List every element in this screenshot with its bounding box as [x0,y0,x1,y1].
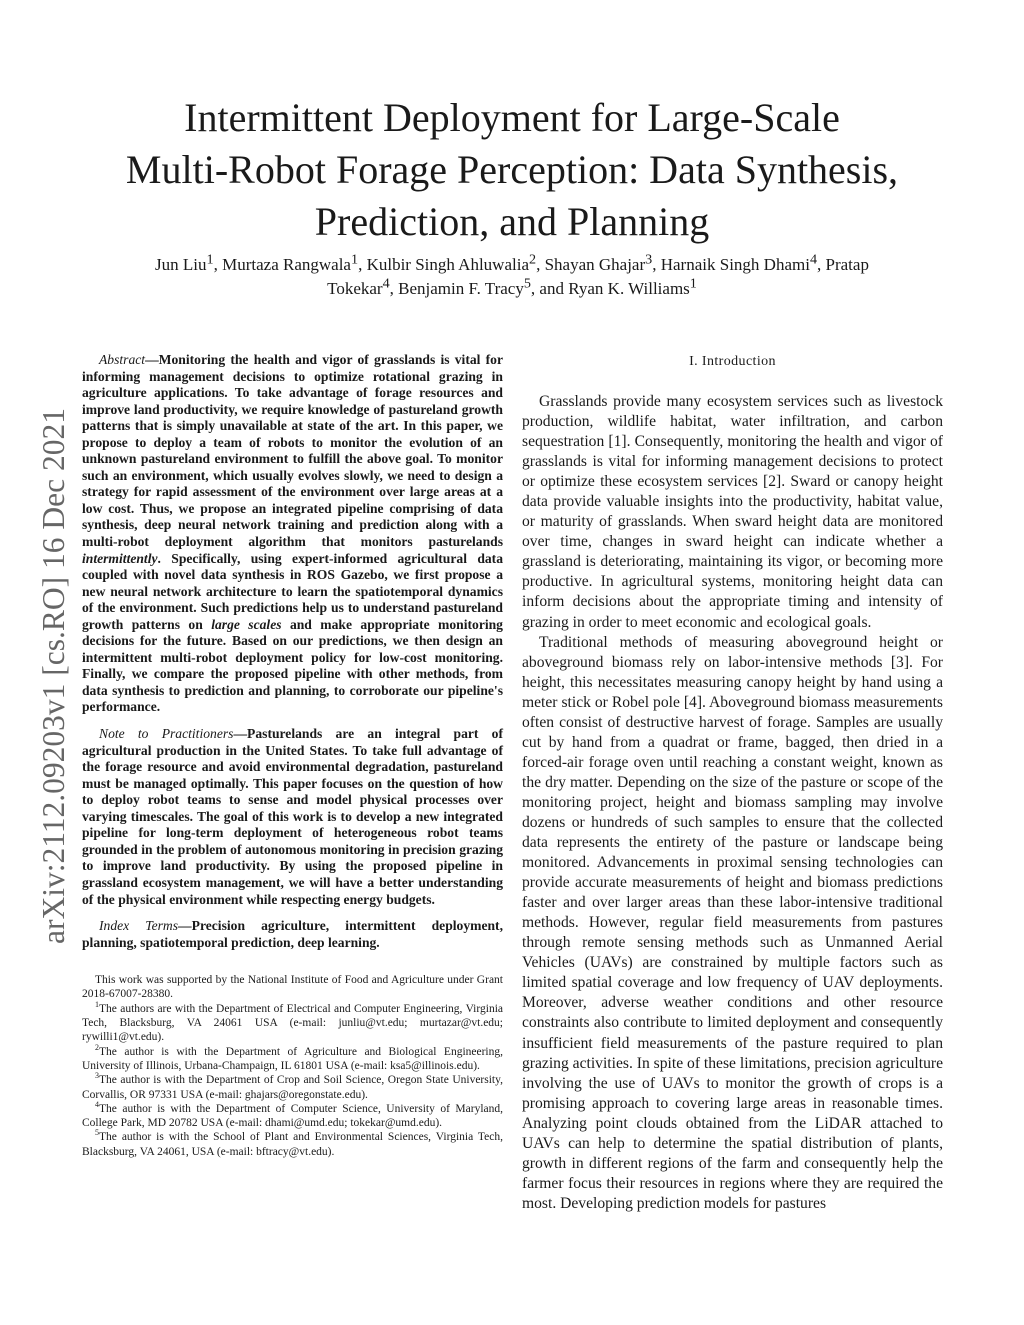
index-terms-label: Index Terms [99,918,179,934]
author-name: Murtaza Rangwala [222,255,351,274]
author-name: Tokekar [327,279,383,298]
author-name: Harnaik Singh Dhami [660,255,810,274]
section-heading: I. Introduction [689,354,776,369]
author-name: Shayan Ghajar [544,255,646,274]
affiliation-mark: 5 [523,275,531,292]
abstract-label: Abstract [99,352,146,367]
abstract-text: and make appropriate monitoring decisions for the future. Based on our predictions, we then design an intermittent multi-robot deployment policy for low-cost monitoring. Finally, we compare the proposed pipeline with other methods, from data synthesis to prediction and planning, to corroborate our pipeline's performance. [82,616,503,715]
footnotes [82,973,503,1159]
affiliation-mark: 1 [350,251,359,268]
affiliation-mark: 4 [809,251,818,268]
footnote [82,1099,503,1131]
footnote [82,1073,503,1102]
note-label: Note to Practitioners [99,726,234,742]
footnote [82,973,503,1002]
paper-title [90,92,934,248]
author-name: Benjamin F. Tracy [398,279,524,298]
footnote-text: The author is with the Department of Agriculture and Biological Engineering, University of Illinois, Urbana-Champaign, IL 61801 USA (e-mail: ksa5@illinois.edu). [82,1045,503,1072]
footnote [82,999,503,1045]
abstract-emphasis: large scales [211,616,282,632]
abstract-emphasis: intermittently [82,550,158,566]
footnote-text: This work was supported by the National Institute of Food and Agriculture under Grant 2018-67007-28380. [82,974,503,1001]
author-line-2: Tokekar$^4$, Benjamin F. Tracy$^5$, and Ryan K. Williams$^1$ [327,275,697,298]
body-paragraph: Grasslands provide many ecosystem services such as livestock production, wildlife habitat, water infiltration, and carbon sequestration [1]. Consequently, monitoring the health and vigor of grasslands is vital for informing management decisions to protect or optimize these ecosystem services [2]. Sward or canopy height data provide valuable insights into the productivity, habitat value, or maturity of grasslands. When sward height data are monitored over time, changes in sward height can indicate whether a grassland is deteriorating, maintaining its vigor, or becoming more productive. In agricultural systems, monitoring height data can inform decisions about the appropriate timing and intensity of grazing in order to meet economic and ecological goals. [522,393,943,631]
footnote-mark: 4 [95,1099,99,1109]
body-paragraph: Traditional methods of measuring aboveground height or aboveground biomass rely on labor-intensive methods [3]. For height, this necessitates measuring canopy height by hand using a meter stick or Robel pole [4]. Aboveground biomass measurements often consist of destructive harvest of forage. Samples are usually cut by hand from a quadrat or frame, bagged, then dried in a forced-air forage oven until reaching a constant weight, known as the dry matter. Depending on the size of the pasture or scope of the monitoring project, height and biomass sampling may involve dozens or hundreds of such samples to ensure that the collected data represents the entirety of the pasture or landscape being monitored. Advancements in proximal sensing technologies can provide accurate measurements of height and biomass predictions faster and over larger areas than these labor-intensive traditional methods. However, regular field measurements from pastures through remote sensing methods such as Unmanned Aerial Vehicles (UAVs) are constrained by multiple factors such as limited spatial coverage and low frequency of UAV deployments. Moreover, adverse weather conditions and other resource constraints also contribute to limited deployment and consequently insufficient field measurements of the pasture required to plan grazing activities. In spite of these limitations, precision agriculture involving the use of UAVs to monitor the growth of crops is a promising approach to covering large areas in reasonable times. Analyzing point clouds obtained from the LiDAR attached to UAVs can help to determine the spatial distribution of plants, growth in different regions of the farm and consequently help the farmer focus their resources in regions where they are required the most. Developing prediction models for pastures [522,633,943,1212]
footnote-text: The author is with the School of Plant and Environmental Sciences, Virginia Tech, Blacksburg, VA 24061, USA (e-mail: bftracy@vt.edu). [82,1131,503,1158]
note-to-practitioners [82,726,503,908]
author-list [96,253,928,301]
index-terms-text: Precision agriculture, intermittent deployment, planning, spatiotemporal prediction, deep learning. [82,918,503,950]
title-line: Prediction, and Planning [314,199,710,244]
index-terms [82,918,503,951]
footnote [82,1042,503,1074]
title-line: Intermittent Deployment for Large-Scale [184,95,840,140]
author-name: Pratap [825,255,869,274]
index-terms-separator: — [178,918,192,934]
affiliation-mark: 4 [382,275,390,292]
affiliation-mark: 1 [206,251,214,268]
affiliation-mark: 1 [689,275,697,292]
footnote-mark: 5 [95,1128,99,1138]
footnote-mark: 1 [95,999,99,1009]
author-line-1: Jun Liu$^1$, Murtaza Rangwala$^1$, Kulbir Singh Ahluwalia$^2$, Shayan Ghajar$^3$, Harnaik Singh Dhami$^4$, Pratap [155,251,869,274]
footnote-text: The authors are with the Department of Electrical and Computer Engineering, Virginia Tech, Blacksburg, VA 24061 USA (e-mail: junliu@vt.edu; murtazar@vt.edu; rywilli1@vt.edu). [82,1002,503,1044]
abstract-separator: — [145,352,159,367]
footnote [82,1130,503,1159]
abstract-text: . Specifically, using expert-informed agricultural data coupled with novel data synthesis in ROS Gazebo, we first propose a new neural network architecture to learn the spatiotemporal dynamics of the environment. Such predictions help us to understand pastureland growth patterns on [82,550,503,632]
footnote-text: The author is with the Department of Crop and Soil Science, Oregon State University, Corvallis, OR 97331 USA (e-mail: ghajars@oregonstate.edu). [82,1074,503,1101]
note-text: Pasturelands are an integral part of agricultural production in the United States. To take full advantage of the forage resource and avoid environmental degradation, pastureland must be managed optimally. This paper focuses on the question of how to deploy robot teams to sense and model physical processes over varying timescales. The goal of this work is to develop a new integrated pipeline for long-term deployment of heterogeneous robot teams grounded in the problem of autonomous monitoring in precision grazing to improve land productivity. By using the proposed pipeline in grassland ecosystem management, we will have a better understanding of the physical environment while respecting energy budgets. [82,726,503,907]
footnote-mark: 3 [95,1071,99,1081]
title-line: Multi-Robot Forage Perception: Data Synthesis, [125,147,899,192]
author-name: Kulbir Singh Ahluwalia [366,255,530,274]
affiliation-mark: 2 [529,251,537,268]
footnote-text: The author is with the Department of Computer Science, University of Maryland, College Park, MD 20782 USA (e-mail: dhami@umd.edu; tokekar@umd.edu). [82,1102,503,1130]
arxiv-identifier: arXiv:2112.09203v1 [cs.RO] 16 Dec 2021 [36,408,71,944]
author-name: Jun Liu [155,255,207,274]
affiliation-mark: 3 [645,251,653,268]
footnote-mark: 2 [95,1042,99,1052]
author-name: and Ryan K. Williams [539,279,690,298]
abstract [82,352,503,716]
left-column [82,352,503,1159]
right-column [522,352,943,1214]
abstract-text: Monitoring the health and vigor of grasslands is vital for informing management decisions to optimize rotational grazing in agriculture applications. To take advantage of forage resources and improve land productivity, we require knowledge of pastureland growth patterns that is simply unavailable at state of the art. In this paper, we propose to deploy a team of robots to monitor the evolution of an unknown pastureland environment to fulfill the above goal. To monitor such an environment, which usually evolves slowly, we need to design a strategy for rapid assessment of the environment over large areas at a low cost. Thus, we propose an integrated pipeline comprising of data synthesis, deep neural network training and prediction along with a multi-robot deployment algorithm that monitors pasturelands [82,352,503,550]
note-separator: — [233,726,248,742]
